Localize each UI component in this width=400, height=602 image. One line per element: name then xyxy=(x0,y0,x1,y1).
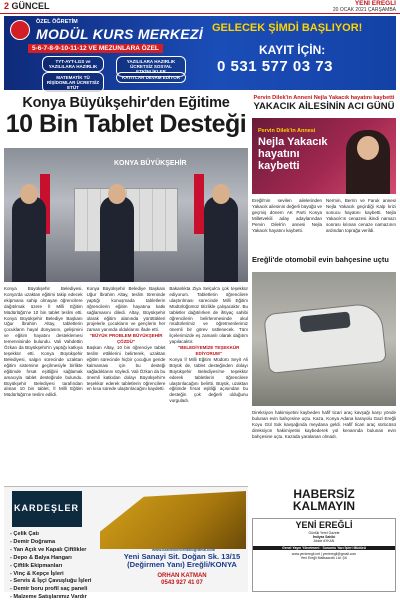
car-photo xyxy=(252,272,396,406)
person-head xyxy=(20,184,38,204)
photo-caption-large: Nejla Yakacık hayatını kaybetti xyxy=(258,136,328,173)
car-article-body: Direksiyon hakimiyetini kaybeden hafif ticari araç kavşağı karşı yönde bulunan evin bahçesine uçtu. Kaza, Konya Adana karayolu Gazi Ereğli Koyu Gül Sok kavşağında meydana geldi. Hafif ticari araç sürücüsü direksiyon hakimiyetini kaybederek yol kenarında bulunan evin bahçesine uçtu. Kazada yaralanan olmadı. xyxy=(252,410,396,439)
logo-text: KARDEŞLER xyxy=(14,503,80,513)
subheading: "BÜYÜK PROBLEM BÜYÜKŞEHİR ÇÖZDÜ" xyxy=(89,333,163,345)
paper-name: YENİ EREĞLİ xyxy=(354,0,396,7)
page-header xyxy=(0,0,400,14)
article-column-2: Konya Büyükşehir Belediye Başkanı Uğur İbrahim Altay, teslim töreninde yaptığı konuşmada tabletlerin öğrencilerin eğitim hayatına katkı sağlamasını diledi. Altay, Büyükşehir olarak eğitim alanında yürüttükleri projelerle çocukların ve gençlerin her zaman yanında olduklarını ifade etti. "BÜYÜK PROBLEM BÜYÜKŞEHİR ÇÖZDÜ" Başkan Altay, 10 bin öğrenciye tablet teslim ettiklerini belirterek, uzaktan eğitim sürecinde hiçbir çocuğun geride kalmaması için bu desteği sağladıklarını söyledi. Vali Özkan da bu önemli katkıdan dolayı Büyükşehir'e teşekkür ederek tabletlerin öğrencilere en kısa sürede ulaştırılacağını kaydetti. xyxy=(86,286,166,392)
right-column-2: Nermin, Berrin ve Faruk annesi Nejla Yakacık geçirdiği Kalp krizi sonucu hayatını kaybetti. Nejla Yakacık'ın cenazesi ikindi namazı sonrası kılınan cenaze namazının ardından toprağa verildi. xyxy=(326,198,396,233)
right-kicker: Pervin Dilek'in Anneni Nejla Yakacık hayatını kaybetti xyxy=(253,95,395,101)
ad-pill: YAZILILARA HAZIRLIK ÜCRETSİZ SOSYAL ETKİNLİKLER xyxy=(116,56,186,77)
headline-line-2: 10 Bin Tablet Desteği xyxy=(5,109,247,138)
right-article-body xyxy=(252,198,396,252)
ad-ozel: ÖZEL ÖĞRETİM xyxy=(36,19,78,25)
portrait xyxy=(346,130,390,194)
imprint-box: YENİ EREĞLİ Günlük Yerel Gazete İmtiyaz Sahibi Abide AYKAN Genel Yayın Yönetmeni · Sorumlu Yazı İşleri Müdürü www.yenieregli.net | yenieregli@gmail.com Yeni Ereğli Matbaacılık Ltd. Şti. xyxy=(252,518,396,592)
ad-phone[interactable]: 0 531 577 03 73 xyxy=(217,58,333,75)
article-column-3: Bakanlıkta Ziya Selçuk'a çok teşekkür ediyorum. Tabletlerin öğrencilere ulaştırılması sürecinde Milli Eğitim Müdürlüğümüz titizlikle çalışacaktır. Bu tabletler dağıtılırken de ihtiyaç sahibi öğrencilerin belirlenmesinde okul müdürlerimiz ve öğretmenlerimiz önemli bir görev üstlenecek. Tüm ilçelerimizde eş zamanlı olarak dağıtım yapılacaktır. "BELEDİYEMİZE TEŞEKKÜR EDİYORUM" Konya İl Milli Eğitim Müdürü Seyit Ali Büyük de, tablet desteğinden dolayı Büyükşehir Belediyesi'ne teşekkür ederek tabletlerin öğrencilere ulaştırılacağını belirtti. Büyük, uzaktan eğitimde fırsat eşitliği açısından bu desteğin çok değerli olduğunu vurguladı. xyxy=(169,286,249,404)
imprint-contact[interactable]: www.yenieregli.net | yenieregli@gmail.com xyxy=(291,551,357,556)
main-photo xyxy=(4,148,248,282)
ad-kayit: KAYIT İÇİN: xyxy=(259,43,326,57)
photo-caption-small: Pervin Dilek'in Annesi xyxy=(258,128,316,134)
ad-pill: TYT-AYT-LGS ve YAZILILARA HAZIRLIK xyxy=(42,56,104,72)
right-headline xyxy=(252,96,396,112)
main-headline xyxy=(4,96,248,137)
page-number: 2 xyxy=(4,1,10,11)
subheading: "BELEDİYEMİZE TEŞEKKÜR EDİYORUM" xyxy=(177,345,240,356)
ad-website[interactable]: www.kardeslercelikdograma.com xyxy=(152,547,216,552)
ad-gelecek: GELECEK ŞİMDİ BAŞLIYOR! xyxy=(212,22,363,34)
main-article-body xyxy=(4,286,248,482)
ad-pill: MATEMATİK TÜ RİŞİDOMLAR ÜCRETSİZ ETÜT xyxy=(42,72,104,93)
habersiz-banner: HABERSİZ KALMAYIN xyxy=(292,487,356,513)
person-head xyxy=(212,184,230,204)
ad-address: Yeni Sanayi Sit. Doğan Sk. 13/15 (Değirmen Yanı) Ereğli/KONYA xyxy=(123,552,241,569)
ad-owner-block xyxy=(112,573,252,586)
photo-logo: KONYA BÜYÜKŞEHİR xyxy=(114,160,187,167)
section-name: GÜNCEL xyxy=(11,1,50,11)
car-headline: Ereğli'de otomobil evin bahçesine uçtu xyxy=(252,255,389,264)
ad-brand: MODÜL KURS MERKEZİ xyxy=(36,26,203,42)
ad-pill: KAYITLAR DEVAM EDİYOR xyxy=(116,72,186,83)
header-right xyxy=(333,1,396,13)
person-figure xyxy=(204,196,238,282)
ad-grades: 5-6-7-8-9-10-11-12 VE MEZUNLARA ÖZEL xyxy=(28,44,163,53)
person-figure xyxy=(100,196,134,282)
flag-icon xyxy=(194,174,204,234)
issue-date: 20 OCAK 2021 ÇARŞAMBA xyxy=(332,6,396,13)
top-advertisement[interactable] xyxy=(4,16,396,90)
imprint-title: YENİ EREĞLİ xyxy=(295,520,353,530)
section-label xyxy=(4,1,50,11)
car-icon xyxy=(263,302,387,374)
ad-owner: ORHAN KATMAN xyxy=(157,573,207,579)
right-column-1: Ereğli'nin sevilen ailelerinden Yakacık ailesinin değerli büyüğü ve geçmiş dönem AK Parti Konya Milletvekili aday adaylarından Pervin Dilek'in annesi Nejla Yakacık hayatını kaybetti. xyxy=(252,198,322,233)
services-list: - Çelik Çatı - Demir Doğrama - Yan Açık ve Kapalı Çiftlikler - Depo & Balya Hangarı - Çiftlik Ekipmanları - Vinç & Kepçe İşleri - Servis & İşçi Çavuşluğu İşleri - Demir boru profil saç paneli - Malzeme Satışlarımız Vardır xyxy=(10,531,92,601)
right-title: YAKACIK AİLESİNİN ACI GÜNÜ xyxy=(253,100,395,112)
badge-icon xyxy=(10,20,30,40)
bottom-advertisement[interactable] xyxy=(4,486,248,601)
person-figure xyxy=(12,196,46,282)
headline-line-1: Konya Büyükşehir'den Eğitime xyxy=(22,95,230,111)
article-column-1: Konya Büyükşehir Belediyesi, Konya'da uzaktan eğitimi takip edecek ekipmana sahip olmayan öğrencilere dağıtılmak üzere İl Milli Eğitim Müdürlüğü'ne 10 bin tablet teslim etti. Konya Büyükşehir Belediye Başkanı Uğur İbrahim Altay, tabletlerin çocukların hayal dünyasını, gelişimini ve eğitim hayatını desteklemesi temennisinde bulundu. Vali Vahdettin Özkan da Büyükşehir'in yaptığı katkıya teşekkür etti. Konya Büyükşehir Belediyesi, salgın sürecinde uzaktan eğitim sistemine geçilmesiyle birlikte eğitimde fırsat eşitliğini sağlamak amacıyla tablet desteğinde bulundu. Büyükşehir Belediyesi tarafından alınan 10 bin tablet, İl Milli Eğitim Müdürlüğü'ne teslim edildi. xyxy=(4,286,83,398)
right-photo xyxy=(252,118,396,194)
ad-phone-bottom[interactable]: 0543 927 41 07 xyxy=(161,579,203,586)
person-head xyxy=(108,184,126,204)
